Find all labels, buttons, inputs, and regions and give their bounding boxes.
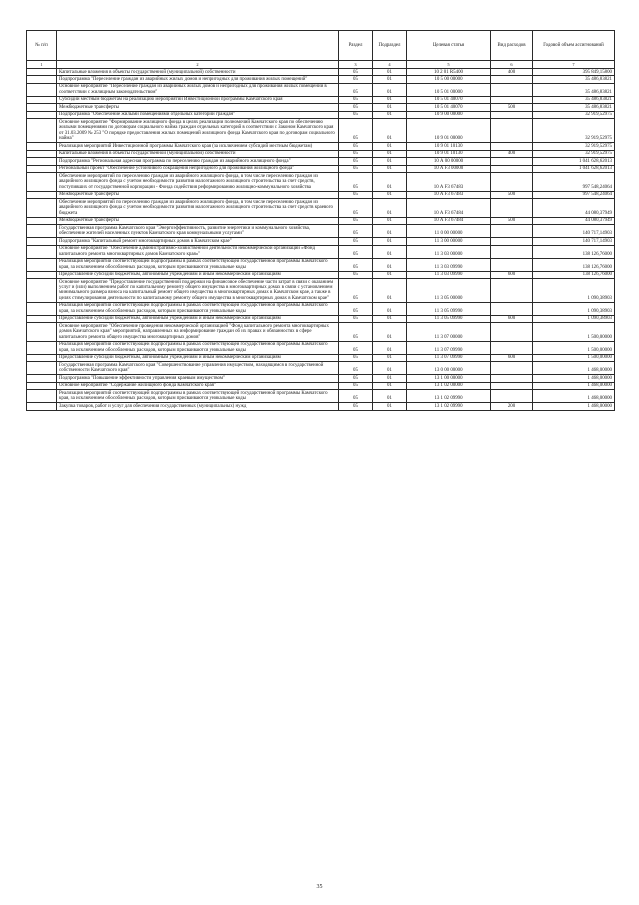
row-amount-cell: 44 080,37949 — [533, 199, 615, 217]
row-expense-type-cell — [491, 245, 533, 258]
table-row — [27, 119, 615, 143]
table-row — [27, 390, 615, 403]
row-amount-cell: 140 717,14903 — [533, 238, 615, 245]
table-row — [27, 143, 615, 150]
row-number-cell — [27, 225, 57, 238]
row-razdel-cell: 05 — [339, 279, 373, 303]
row-name-cell: Обеспечение мероприятий по переселению граждан из аварийного жилищного фонда, в том числе переселению граждан из аварийного жилищного фонда с учетом необходимости развития малоэтажного жилищного строительства за счет средств краевого бюджета — [57, 199, 339, 217]
row-amount-cell: 1 500,00000 — [533, 354, 615, 361]
table-row — [27, 199, 615, 217]
row-name-cell: Подпрограмма "Региональная адресная программа по переселению граждан из аварийного жилищного фонда" — [57, 158, 339, 165]
row-razdel-cell: 05 — [339, 390, 373, 403]
row-target-article-cell: 11 3 07 00000 — [407, 323, 491, 341]
table-row — [27, 217, 615, 224]
row-razdel-cell: 05 — [339, 341, 373, 354]
table-row — [27, 382, 615, 389]
row-name-cell: Реализация мероприятий Инвестиционной программы Камчатского края (за исключением субсидий местным бюджетам) — [57, 143, 339, 150]
row-name-cell: Межбюджетные трансферты — [57, 217, 339, 224]
row-target-article-cell: 13 1 02 09990 — [407, 403, 491, 410]
row-expense-type-cell — [491, 302, 533, 315]
row-podrazdel-cell: 01 — [373, 158, 407, 165]
row-target-article-cell: 10 А F3 67483 — [407, 191, 491, 198]
row-amount-cell: 35 486,83821 — [533, 83, 615, 96]
table-row — [27, 83, 615, 96]
table-row — [27, 96, 615, 103]
row-number-cell — [27, 245, 57, 258]
table-row — [27, 150, 615, 157]
row-number-cell — [27, 173, 57, 191]
row-razdel-cell: 05 — [339, 302, 373, 315]
row-amount-cell: 140 717,14903 — [533, 225, 615, 238]
row-expense-type-cell: 400 — [491, 69, 533, 76]
row-number-cell — [27, 150, 57, 157]
row-name-cell: Межбюджетные трансферты — [57, 191, 339, 198]
row-amount-cell: 138 126,76000 — [533, 245, 615, 258]
row-expense-type-cell — [491, 96, 533, 103]
row-podrazdel-cell: 01 — [373, 271, 407, 278]
row-amount-cell: 997 548,24064 — [533, 173, 615, 191]
row-amount-cell: 1 041 628,62013 — [533, 158, 615, 165]
row-target-article-cell: 10 5 01 40070 — [407, 96, 491, 103]
row-number-cell — [27, 83, 57, 96]
row-name-cell: Основное мероприятие "Обеспечение проведения некоммерческой организацией "Фонд капитального ремонта многоквартирных домов Камчатского края" мероприятий, направленных на информирование граждан об их правах и обязанностях в сфере капитального ремонта общего имущества многоквартирных домов" — [57, 323, 339, 341]
column-number: 2 — [57, 61, 339, 69]
row-name-cell: Региональный проект "Обеспечение устойчивого сокращения непригодного для проживания жилищного фонда" — [57, 165, 339, 172]
row-podrazdel-cell: 01 — [373, 354, 407, 361]
row-podrazdel-cell: 01 — [373, 96, 407, 103]
row-target-article-cell: 10 5 00 00000 — [407, 76, 491, 83]
row-expense-type-cell: 600 — [491, 354, 533, 361]
row-amount-cell: 138 126,76000 — [533, 271, 615, 278]
row-target-article-cell: 10 9 01 00000 — [407, 119, 491, 143]
row-amount-cell: 1 468,00000 — [533, 382, 615, 389]
row-podrazdel-cell: 01 — [373, 143, 407, 150]
table-header-row — [27, 31, 615, 61]
row-number-cell — [27, 69, 57, 76]
row-expense-type-cell — [491, 279, 533, 303]
row-number-cell — [27, 302, 57, 315]
row-number-cell — [27, 403, 57, 410]
row-target-article-cell: 11 3 05 09990 — [407, 315, 491, 322]
row-target-article-cell: 13 0 00 00000 — [407, 362, 491, 375]
row-number-cell — [27, 323, 57, 341]
row-expense-type-cell — [491, 225, 533, 238]
row-target-article-cell: 10 9 01 10130 — [407, 143, 491, 150]
row-razdel-cell: 05 — [339, 150, 373, 157]
row-expense-type-cell — [491, 76, 533, 83]
row-target-article-cell: 11 3 00 00000 — [407, 238, 491, 245]
row-amount-cell: 1 090,38903 — [533, 279, 615, 303]
row-target-article-cell: 10 5 01 40070 — [407, 104, 491, 111]
row-podrazdel-cell: 01 — [373, 375, 407, 382]
row-podrazdel-cell: 01 — [373, 245, 407, 258]
row-number-cell — [27, 382, 57, 389]
table-row — [27, 76, 615, 83]
row-target-article-cell: 11 0 00 00000 — [407, 225, 491, 238]
row-amount-cell: 997 548,24064 — [533, 191, 615, 198]
row-number-cell — [27, 104, 57, 111]
row-razdel-cell: 05 — [339, 69, 373, 76]
row-razdel-cell: 05 — [339, 111, 373, 118]
row-expense-type-cell — [491, 382, 533, 389]
row-target-article-cell: 10 А F3 67484 — [407, 199, 491, 217]
row-number-cell — [27, 119, 57, 143]
table-row — [27, 158, 615, 165]
row-name-cell: Основное мероприятие "Формирование жилищного фонда в целях реализации полномочий Камчатского края по обеспечению жилыми помещениями по договорам социального найма граждан отдельных категорий в соответствии с Законом Камчатского края от 31.03.2009 № 253 "О порядке предоставления жилых помещений жилищного фонда Камчатского края по договорам социального найма" — [57, 119, 339, 143]
row-amount-cell: 35 486,83821 — [533, 104, 615, 111]
row-expense-type-cell — [491, 83, 533, 96]
row-razdel-cell: 05 — [339, 382, 373, 389]
row-razdel-cell: 05 — [339, 104, 373, 111]
table-body — [27, 69, 615, 411]
row-razdel-cell: 05 — [339, 158, 373, 165]
row-amount-cell: 35 486,83821 — [533, 96, 615, 103]
row-razdel-cell: 05 — [339, 271, 373, 278]
row-podrazdel-cell: 01 — [373, 238, 407, 245]
row-podrazdel-cell: 01 — [373, 199, 407, 217]
table-row — [27, 323, 615, 341]
row-podrazdel-cell: 01 — [373, 323, 407, 341]
row-amount-cell: 1 468,00000 — [533, 390, 615, 403]
row-target-article-cell: 13 1 02 00000 — [407, 382, 491, 389]
row-target-article-cell: 10 А F3 67484 — [407, 217, 491, 224]
row-amount-cell: 1 500,00000 — [533, 341, 615, 354]
row-number-cell — [27, 375, 57, 382]
row-razdel-cell: 05 — [339, 165, 373, 172]
row-razdel-cell: 05 — [339, 191, 373, 198]
row-number-cell — [27, 271, 57, 278]
table-row — [27, 69, 615, 76]
table-row — [27, 245, 615, 258]
row-amount-cell: 138 126,76000 — [533, 258, 615, 271]
table-row — [27, 354, 615, 361]
row-razdel-cell: 05 — [339, 83, 373, 96]
column-number: 1 — [27, 61, 57, 69]
row-podrazdel-cell: 01 — [373, 315, 407, 322]
row-amount-cell: 32 919,52975 — [533, 150, 615, 157]
row-name-cell: Капитальные вложения в объекты государственной (муниципальной) собственности — [57, 150, 339, 157]
row-razdel-cell: 05 — [339, 143, 373, 150]
row-target-article-cell: 11 3 03 09990 — [407, 258, 491, 271]
row-amount-cell: 1 468,00000 — [533, 403, 615, 410]
table-row — [27, 302, 615, 315]
header-name — [57, 31, 339, 61]
row-number-cell — [27, 390, 57, 403]
row-razdel-cell: 05 — [339, 323, 373, 341]
column-number-row — [27, 61, 615, 69]
row-podrazdel-cell: 01 — [373, 111, 407, 118]
row-name-cell: Основное мероприятие "Переселение граждан из аварийных жилых домов и непригодных для проживания жилых помещений в соответствии с жилищным законодательством" — [57, 83, 339, 96]
row-name-cell: Государственная программа Камчатского края "Совершенствование управления имуществом, находящимся в государственной собственности Камчатского края" — [57, 362, 339, 375]
row-name-cell: Подпрограмма "Повышение эффективности управления краевым имуществом" — [57, 375, 339, 382]
row-amount-cell: 1 500,00000 — [533, 323, 615, 341]
row-name-cell: Основное мероприятие "Содержание жилищного фонда Камчатского края" — [57, 382, 339, 389]
row-target-article-cell: 10 А F3 67483 — [407, 173, 491, 191]
table-row — [27, 238, 615, 245]
row-number-cell — [27, 362, 57, 375]
row-number-cell — [27, 238, 57, 245]
row-amount-cell: 1 090,38903 — [533, 315, 615, 322]
row-expense-type-cell — [491, 390, 533, 403]
page-number: 35 — [316, 884, 323, 890]
row-number-cell — [27, 199, 57, 217]
table-row — [27, 362, 615, 375]
row-name-cell: Подпрограмма "Капитальный ремонт многоквартирных домов в Камчатском крае" — [57, 238, 339, 245]
row-podrazdel-cell: 01 — [373, 104, 407, 111]
row-target-article-cell: 10 А F3 00000 — [407, 165, 491, 172]
row-podrazdel-cell: 01 — [373, 390, 407, 403]
row-podrazdel-cell: 01 — [373, 83, 407, 96]
row-target-article-cell: 11 3 05 00000 — [407, 279, 491, 303]
budget-sheet — [26, 30, 614, 411]
row-razdel-cell: 05 — [339, 245, 373, 258]
row-amount-cell: 44 080,37949 — [533, 217, 615, 224]
row-name-cell: Государственная программа Камчатского края "Энергоэффективность, развитие энергетики и коммунального хозяйства, обеспечение жителей населенных пунктов Камчатского края коммунальными услугами" — [57, 225, 339, 238]
row-expense-type-cell — [491, 238, 533, 245]
row-expense-type-cell: 500 — [491, 191, 533, 198]
row-amount-cell: 32 919,52975 — [533, 119, 615, 143]
row-name-cell: Межбюджетные трансферты — [57, 104, 339, 111]
row-expense-type-cell — [491, 119, 533, 143]
table-row — [27, 279, 615, 303]
row-expense-type-cell: 500 — [491, 217, 533, 224]
row-target-article-cell: 11 3 03 00000 — [407, 245, 491, 258]
row-name-cell: Реализация мероприятий соответствующей подпрограммы в рамках соответствующей государственной программы Камчатского края, за исключением обособленных расходов, которым присваиваются уникальные коды — [57, 341, 339, 354]
row-expense-type-cell — [491, 143, 533, 150]
row-podrazdel-cell: 01 — [373, 225, 407, 238]
row-expense-type-cell: 400 — [491, 150, 533, 157]
row-name-cell: Закупка товаров, работ и услуг для обеспечения государственных (муниципальных) нужд — [57, 403, 339, 410]
row-target-article-cell: 11 3 03 09990 — [407, 271, 491, 278]
row-target-article-cell: 10 5 01 00000 — [407, 83, 491, 96]
row-number-cell — [27, 76, 57, 83]
row-expense-type-cell — [491, 158, 533, 165]
table-row — [27, 111, 615, 118]
row-name-cell: Реализация мероприятий соответствующей подпрограммы в рамках соответствующей государственной программы Камчатского края, за исключением обособленных расходов, которым присваиваются уникальные коды — [57, 390, 339, 403]
row-expense-type-cell — [491, 111, 533, 118]
row-number-cell — [27, 315, 57, 322]
row-podrazdel-cell: 01 — [373, 76, 407, 83]
row-amount-cell: 32 919,52975 — [533, 143, 615, 150]
row-razdel-cell: 05 — [339, 258, 373, 271]
table-row — [27, 165, 615, 172]
row-razdel-cell: 05 — [339, 354, 373, 361]
column-number: 4 — [373, 61, 407, 69]
row-number-cell — [27, 158, 57, 165]
row-razdel-cell: 05 — [339, 238, 373, 245]
column-number: 7 — [533, 61, 615, 69]
row-expense-type-cell: 200 — [491, 403, 533, 410]
row-amount-cell: 1 468,00000 — [533, 375, 615, 382]
row-expense-type-cell: 600 — [491, 271, 533, 278]
row-amount-cell: 1 468,00000 — [533, 362, 615, 375]
row-target-article-cell: 11 3 07 09990 — [407, 354, 491, 361]
header-target-article: Целевая статья — [407, 31, 491, 61]
row-number-cell — [27, 258, 57, 271]
row-name-cell: Субсидии местным бюджетам на реализацию мероприятий Инвестиционной программы Камчатского края — [57, 96, 339, 103]
row-expense-type-cell — [491, 258, 533, 271]
header-razdel: Раздел — [339, 31, 373, 61]
row-razdel-cell: 05 — [339, 173, 373, 191]
row-name-cell: Подпрограмма "Обеспечение жилыми помещениями отдельных категорий граждан" — [57, 111, 339, 118]
row-podrazdel-cell: 01 — [373, 150, 407, 157]
row-podrazdel-cell: 01 — [373, 302, 407, 315]
row-expense-type-cell — [491, 165, 533, 172]
row-expense-type-cell — [491, 199, 533, 217]
row-razdel-cell: 05 — [339, 362, 373, 375]
row-target-article-cell: 11 3 05 09990 — [407, 302, 491, 315]
table-row — [27, 403, 615, 410]
header-annual-amount: Годовой объем ассигнований — [533, 31, 615, 61]
row-number-cell — [27, 111, 57, 118]
row-target-article-cell: 13 1 02 09990 — [407, 390, 491, 403]
row-target-article-cell: 11 3 07 09990 — [407, 341, 491, 354]
row-razdel-cell: 05 — [339, 96, 373, 103]
budget-table — [26, 30, 615, 411]
header-podrazdel: Подраздел — [373, 31, 407, 61]
row-name-cell: Капитальные вложения в объекты государственной (муниципальной) собственности — [57, 69, 339, 76]
row-number-cell — [27, 96, 57, 103]
row-podrazdel-cell: 01 — [373, 341, 407, 354]
row-podrazdel-cell: 01 — [373, 119, 407, 143]
row-amount-cell: 35 486,83821 — [533, 76, 615, 83]
table-row — [27, 315, 615, 322]
row-number-cell — [27, 191, 57, 198]
column-number: 5 — [407, 61, 491, 69]
row-name-cell: Основное мероприятие "Предоставление государственной поддержки на финансовое обеспечение части затрат в связи с оказанием услуг и (или) выполнением работ по капитальному ремонту общего имущества в многоквартирных домах в связи с установлением минимального размера взноса на капитальный ремонт общего имущества в многоквартирных домах в Камчатском крае, а также в целях стимулирования деятельности по капитальному ремонту общего имущества в многоквартирных домах в Камчатском крае" — [57, 279, 339, 303]
row-number-cell — [27, 143, 57, 150]
row-number-cell — [27, 165, 57, 172]
header-number: № п/п — [27, 31, 57, 61]
row-name-cell: Основное мероприятие "Обеспечение административно-хозяйственной деятельности некоммерческой организации «Фонд капитального ремонта многоквартирных домов Камчатского края»" — [57, 245, 339, 258]
row-target-article-cell: 10 9 00 00000 — [407, 111, 491, 118]
row-number-cell — [27, 217, 57, 224]
table-row — [27, 104, 615, 111]
row-name-cell: Реализация мероприятий соответствующей подпрограммы в рамках соответствующей государственной программы Камчатского края, за исключением обособленных расходов, которым присваиваются уникальные коды — [57, 258, 339, 271]
row-amount-cell: 395 849,15800 — [533, 69, 615, 76]
row-amount-cell: 1 090,38903 — [533, 302, 615, 315]
row-expense-type-cell: 500 — [491, 104, 533, 111]
row-name-cell: Предоставление субсидий бюджетным, автономным учреждениям и иным некоммерческим организациям — [57, 271, 339, 278]
row-razdel-cell: 05 — [339, 119, 373, 143]
row-razdel-cell: 05 — [339, 315, 373, 322]
table-row — [27, 375, 615, 382]
row-podrazdel-cell: 01 — [373, 191, 407, 198]
row-name-cell: Подпрограмма "Переселение граждан из аварийных жилых домов и непригодных для проживания жилых помещений" — [57, 76, 339, 83]
table-row — [27, 341, 615, 354]
row-amount-cell: 32 919,52975 — [533, 111, 615, 118]
row-podrazdel-cell: 01 — [373, 258, 407, 271]
row-target-article-cell: 10 9 01 10130 — [407, 150, 491, 157]
row-razdel-cell: 05 — [339, 403, 373, 410]
row-name-cell: Предоставление субсидий бюджетным, автономным учреждениям и иным некоммерческим организациям — [57, 354, 339, 361]
row-name-cell: Реализация мероприятий соответствующей подпрограммы в рамках соответствующей государственной программы Камчатского края, за исключением обособленных расходов, которым присваиваются уникальные коды — [57, 302, 339, 315]
row-name-cell: Обеспечение мероприятий по переселению граждан из аварийного жилищного фонда, в том числе переселению граждан из аварийного жилищного фонда с учетом необходимости развития малоэтажного жилищного строительства за счет средств, поступивших от государственной корпорации - Фонда содействия реформированию жилищно-коммунального хозяйства — [57, 173, 339, 191]
row-podrazdel-cell: 01 — [373, 279, 407, 303]
row-razdel-cell: 05 — [339, 76, 373, 83]
row-expense-type-cell — [491, 173, 533, 191]
row-razdel-cell: 05 — [339, 199, 373, 217]
row-podrazdel-cell: 01 — [373, 173, 407, 191]
row-amount-cell: 1 041 628,62013 — [533, 165, 615, 172]
header-expense-type: Вид расходов — [491, 31, 533, 61]
row-podrazdel-cell: 01 — [373, 69, 407, 76]
row-target-article-cell: 10 2 01 R5400 — [407, 69, 491, 76]
column-number: 3 — [339, 61, 373, 69]
row-target-article-cell: 13 1 00 00000 — [407, 375, 491, 382]
row-podrazdel-cell: 01 — [373, 165, 407, 172]
row-razdel-cell: 05 — [339, 217, 373, 224]
row-expense-type-cell — [491, 323, 533, 341]
row-expense-type-cell — [491, 375, 533, 382]
table-row — [27, 173, 615, 191]
table-row — [27, 191, 615, 198]
row-podrazdel-cell: 01 — [373, 217, 407, 224]
row-razdel-cell: 05 — [339, 375, 373, 382]
table-row — [27, 225, 615, 238]
row-expense-type-cell: 600 — [491, 315, 533, 322]
row-expense-type-cell — [491, 362, 533, 375]
row-podrazdel-cell: 01 — [373, 403, 407, 410]
row-number-cell — [27, 354, 57, 361]
row-target-article-cell: 10 А 00 00000 — [407, 158, 491, 165]
row-podrazdel-cell: 01 — [373, 362, 407, 375]
row-number-cell — [27, 279, 57, 303]
column-number: 6 — [491, 61, 533, 69]
row-razdel-cell: 05 — [339, 225, 373, 238]
row-number-cell — [27, 341, 57, 354]
table-row — [27, 258, 615, 271]
row-name-cell: Предоставление субсидий бюджетным, автономным учреждениям и иным некоммерческим организациям — [57, 315, 339, 322]
row-podrazdel-cell: 01 — [373, 382, 407, 389]
table-row — [27, 271, 615, 278]
row-expense-type-cell — [491, 341, 533, 354]
